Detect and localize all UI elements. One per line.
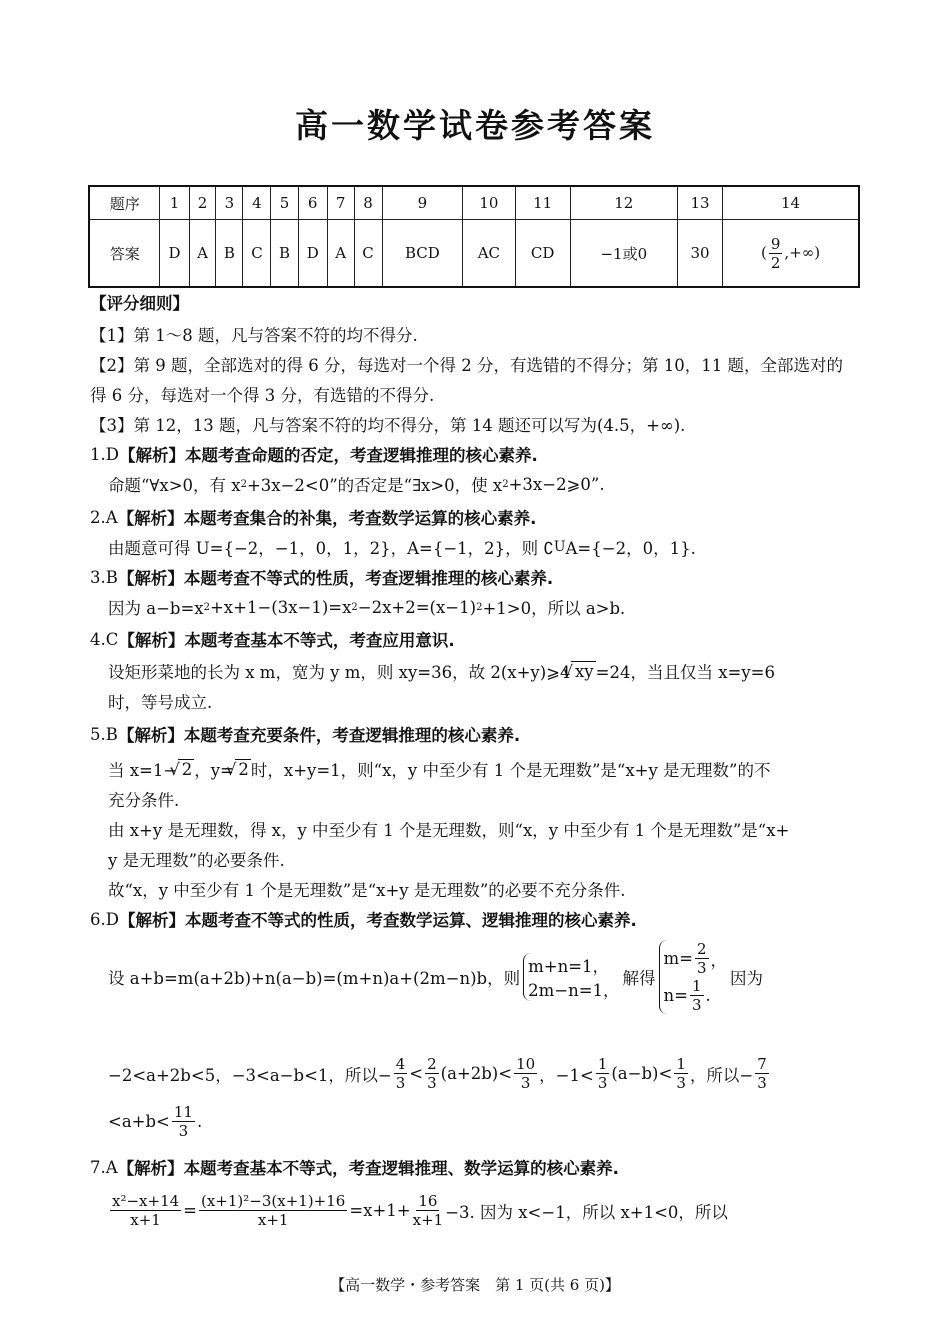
- text-line: [108, 877, 626, 901]
- equation-system: [523, 953, 619, 1001]
- denominator: x+1: [257, 1211, 289, 1229]
- equation-row: [528, 953, 619, 977]
- text: 得 6 分，每选对一个得 3 分，有选错的不得分.: [90, 386, 435, 405]
- table-answer-cell: D: [160, 220, 189, 288]
- square-root: √ 2: [235, 759, 251, 779]
- analysis-heading: 【解析】本题考查基本不等式，考查逻辑推理、数学运算的核心素养.: [117, 1159, 619, 1178]
- superscript: 2: [476, 601, 483, 613]
- denominator: 3: [178, 1122, 189, 1140]
- text-line: [108, 472, 605, 496]
- analysis-heading: 【解析】本题考查不等式的性质，考查逻辑推理的核心素养.: [117, 569, 554, 588]
- text: 【评分细则】: [90, 294, 189, 313]
- table-answer-cell: AC: [463, 220, 515, 288]
- fraction: [394, 1055, 408, 1092]
- text-line: [108, 1055, 771, 1092]
- text: 设矩形菜地的长为 x m，宽为 y m，则 xy=36，故 2(x+y)⩾4: [108, 663, 571, 682]
- text: (a−b)<: [611, 1064, 673, 1083]
- table-answer-cell-14: [723, 220, 859, 288]
- text: −2<a+2b<5，−3<a−b<1，所以−: [108, 1065, 392, 1085]
- text-line: [108, 535, 696, 559]
- text: ，y=: [194, 761, 234, 780]
- text: −3. 因为 x<−1，所以 x+1<0，所以: [445, 1202, 728, 1222]
- text-line: [90, 505, 536, 529]
- text-line: [108, 847, 285, 871]
- denominator: 3: [395, 1074, 406, 1092]
- text: A={−2，0，1}.: [565, 539, 696, 558]
- fraction: [172, 1103, 195, 1140]
- table-header-cell: 8: [354, 186, 382, 220]
- table-header-cell: 7: [327, 186, 354, 220]
- text: +3x−2⩾0”.: [508, 474, 605, 494]
- numerator: 4: [395, 1055, 406, 1073]
- denominator: 3: [427, 1074, 437, 1092]
- table-header-cell: 9: [382, 186, 463, 220]
- square-root: √ xy: [571, 661, 595, 681]
- text: 故“x，y 中至少有 1 个是无理数”是“x+y 是无理数”的必要不充分条件.: [108, 881, 626, 900]
- numerator: 1: [597, 1055, 608, 1073]
- fraction: [514, 1055, 537, 1092]
- equation-row: [528, 977, 619, 1001]
- fraction: [695, 940, 709, 977]
- text: n=: [663, 986, 688, 1005]
- equation-row: [664, 977, 728, 1014]
- text: 因为 a−b=x: [108, 599, 204, 618]
- text-line: [90, 412, 685, 436]
- denominator: x+1: [412, 1211, 444, 1229]
- table-answer-cell: 答案: [89, 220, 160, 288]
- numerator: 1: [676, 1055, 686, 1073]
- denominator: 2: [770, 253, 781, 272]
- table-answer-cell: A: [189, 220, 216, 288]
- fraction: [769, 235, 783, 272]
- text-line: [90, 1155, 619, 1179]
- text: 当 x=1−: [108, 761, 178, 780]
- text-line: [90, 352, 843, 376]
- text-line: [90, 907, 637, 931]
- analysis-heading: 【解析】本题考查不等式的性质，考查数学运算、逻辑推理的核心素养.: [118, 911, 637, 930]
- answer-prefix: (: [761, 243, 767, 261]
- text: 6.D: [90, 909, 119, 929]
- table-answer-cell: B: [216, 220, 243, 288]
- text: 由 x+y 是无理数，得 x，y 中至少有 1 个是无理数，则“x，y 中至少有 1 个是无理数”是“x+: [108, 821, 790, 840]
- text: +x+1−(3x−1)=x: [209, 597, 352, 617]
- text: 充分条件.: [108, 791, 180, 810]
- fraction: [596, 1055, 610, 1092]
- text: 1.D: [90, 444, 119, 464]
- text: −2x+2=(x−1): [357, 597, 477, 617]
- text: 2.A: [90, 507, 118, 527]
- analysis-heading: 【解析】本题考查集合的补集，考查数学运算的核心素养.: [117, 509, 537, 528]
- text: 7.A: [90, 1157, 118, 1177]
- text-line: [108, 659, 775, 683]
- table-header-cell: 6: [298, 186, 327, 220]
- numerator: 1: [691, 977, 702, 995]
- table-header-cell: 12: [570, 186, 677, 220]
- text: m+n=1，: [528, 957, 610, 976]
- text: <: [409, 1064, 424, 1083]
- numerator: x²−x+14: [112, 1192, 180, 1210]
- table-header-cell: 3: [216, 186, 243, 220]
- text: ，: [710, 950, 728, 970]
- text: +3x−2<0”的否定是“∃x>0，使 x: [246, 476, 503, 495]
- text: 3.B: [90, 567, 118, 587]
- text: <a+b<: [108, 1112, 170, 1131]
- fraction: [690, 977, 704, 1014]
- fraction: [199, 1192, 347, 1229]
- table-answer-cell: C: [243, 220, 271, 288]
- table-answer-cell: D: [298, 220, 327, 288]
- denominator: x+1: [130, 1211, 161, 1229]
- text: 命题“∀x>0，有 x: [108, 476, 241, 495]
- text: m=: [663, 949, 693, 968]
- analysis-heading: 【解析】本题考查充要条件，考查逻辑推理的核心素养.: [117, 726, 521, 745]
- analysis-heading: 【解析】本题考查基本不等式，考查应用意识.: [118, 631, 455, 650]
- text: 2m−n=1，: [528, 981, 620, 1000]
- numerator: 2: [697, 940, 707, 958]
- text: y 是无理数”的必要条件.: [108, 851, 285, 870]
- square-root: √ 2: [178, 759, 194, 779]
- superscript: 2: [203, 601, 210, 613]
- text-line: [90, 627, 455, 651]
- table-header-cell: 1: [160, 186, 189, 220]
- text: +1>0，所以 a>b.: [482, 599, 626, 618]
- text-line: [90, 290, 189, 314]
- text: 【3】第 12，13 题，凡与答案不符的均不得分，第 14 题还可以写为(4.5，+∞).: [90, 416, 686, 435]
- text: 设 a+b=m(a+2b)+n(a−b)=(m+n)a+(2m−n)b，则: [108, 969, 521, 988]
- denominator: 3: [757, 1074, 767, 1092]
- numerator: (x+1)²−3(x+1)+16: [200, 1192, 346, 1210]
- table-header-cell: 题序: [89, 186, 160, 220]
- numerator: 16: [418, 1192, 438, 1210]
- answer-table: [88, 185, 860, 288]
- table-answer-cell: A: [327, 220, 354, 288]
- subscript: U: [553, 539, 566, 555]
- superscript: 2: [502, 478, 509, 490]
- text-line: [90, 722, 520, 746]
- text: .: [705, 986, 711, 1005]
- text-line: [90, 382, 434, 406]
- text: ，所以−: [689, 1065, 754, 1085]
- analysis-heading: 【解析】本题考查命题的否定，考查逻辑推理的核心素养.: [118, 446, 538, 465]
- table-answer-cell: B: [271, 220, 298, 288]
- text: =: [183, 1201, 197, 1220]
- table-header-cell: 5: [271, 186, 298, 220]
- text: (a+2b)<: [440, 1064, 513, 1083]
- text: 【2】第 9 题，全部选对的得 6 分，每选对一个得 2 分，有选错的不得分；第 10，11 题，全部选对的: [90, 356, 843, 375]
- page-title: 高一数学试卷参考答案: [295, 106, 655, 145]
- numerator: 2: [427, 1055, 437, 1073]
- table-header-cell: 10: [463, 186, 515, 220]
- text-line: [90, 322, 418, 346]
- table-header-cell: 11: [515, 186, 570, 220]
- text-line: [108, 689, 212, 713]
- text-line: [108, 1103, 202, 1140]
- superscript: 2: [240, 478, 247, 490]
- fraction: [674, 1055, 688, 1092]
- numerator: 7: [757, 1055, 767, 1073]
- text: .: [196, 1112, 203, 1131]
- text-line: [90, 565, 553, 589]
- denominator: 3: [520, 1074, 531, 1092]
- table-answer-cell: −1或0: [570, 220, 677, 288]
- text: 【1】第 1～8 题，凡与答案不符的均不得分.: [90, 326, 418, 345]
- table-answer-row: [89, 220, 859, 288]
- denominator: 3: [691, 996, 702, 1014]
- fraction: [413, 1192, 444, 1229]
- table-header-cell: 13: [677, 186, 722, 220]
- table-answer-cell: C: [354, 220, 382, 288]
- text-line: [108, 817, 789, 841]
- denominator: 3: [597, 1074, 608, 1092]
- fraction: [425, 1055, 439, 1092]
- table-header-cell: 2: [189, 186, 216, 220]
- table-header-cell: 4: [243, 186, 271, 220]
- denominator: 3: [697, 959, 707, 977]
- numerator: 10: [516, 1055, 536, 1073]
- text: 解得: [622, 969, 656, 988]
- text-line: [90, 442, 538, 466]
- text: =x+1+: [349, 1201, 411, 1220]
- equation-system: [659, 940, 728, 1014]
- text-line: [108, 595, 625, 619]
- text-line: [108, 757, 770, 781]
- text: =24，当且仅当 x=y=6: [595, 663, 775, 682]
- numerator: 11: [173, 1103, 193, 1121]
- text-line: [108, 940, 763, 1014]
- equation-row: [664, 940, 728, 977]
- answer-suffix: ,+∞): [784, 243, 821, 261]
- table-header-row: [89, 186, 859, 220]
- table-answer-cell: CD: [515, 220, 570, 288]
- text: 因为: [730, 969, 764, 988]
- text: 5.B: [90, 724, 118, 744]
- superscript: 2: [351, 601, 358, 613]
- text: 4.C: [90, 629, 119, 649]
- text-line: [108, 787, 179, 811]
- text: 时，等号成立.: [108, 693, 213, 712]
- table-header-cell: 14: [723, 186, 859, 220]
- text: 由题意可得 U={−2，−1，0，1，2}，A={−1，2}，则 ∁: [108, 539, 554, 558]
- page-footer: 【高一数学・参考答案 第 1 页(共 6 页)】: [330, 1276, 620, 1294]
- denominator: 3: [676, 1074, 686, 1092]
- text-line: [108, 1192, 728, 1229]
- fraction: [755, 1055, 769, 1092]
- table-answer-cell: BCD: [382, 220, 463, 288]
- numerator: 9: [770, 234, 781, 253]
- fraction: [110, 1192, 181, 1229]
- text: 时，x+y=1，则“x，y 中至少有 1 个是无理数”是“x+y 是无理数”的不: [250, 761, 771, 780]
- table-answer-cell: 30: [677, 220, 722, 288]
- text: ，−1<: [539, 1065, 594, 1085]
